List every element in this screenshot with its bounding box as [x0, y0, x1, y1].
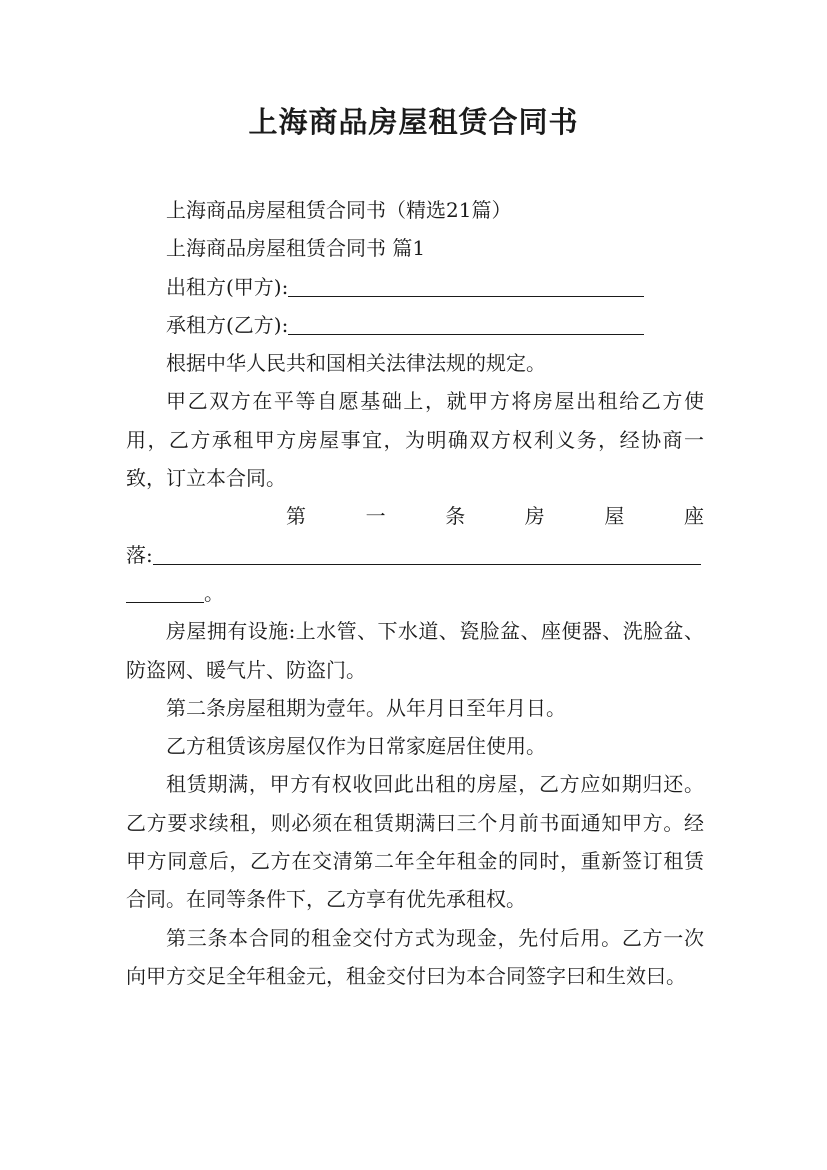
article1-char: 房	[524, 504, 545, 529]
renewal-paragraph: 租赁期满，甲方有权收回此出租的房屋，乙方应如期归还。乙方要求续租，则必须在租赁期满曰三个月前书面通知甲方。经甲方同意后，乙方在交清第二年全年租金的同时，重新签订租赁合同。在同等条件下，乙方享有优先承租权。	[126, 772, 704, 912]
article1-char: 一	[365, 504, 386, 529]
lessor-line	[126, 268, 704, 306]
document-title: 上海商品房屋租赁合同书	[248, 105, 579, 139]
address-line-end	[126, 574, 704, 612]
article1-char: 屋	[604, 504, 625, 529]
document-body	[126, 191, 704, 995]
address-label: 落:	[126, 542, 153, 567]
article2-paragraph: 第二条房屋租期为壹年。从年月日至年月日。	[166, 695, 566, 720]
article1-heading	[126, 497, 704, 535]
address-end-mark: 。	[204, 580, 224, 605]
article1-char: 条	[445, 504, 466, 529]
facilities-paragraph: 房屋拥有设施:上水管、下水道、瓷脸盆、座便器、洗脸盆、防盗网、暖气片、防盗门。	[126, 619, 704, 682]
use-paragraph: 乙方租赁该房屋仅作为日常家庭居住使用。	[166, 734, 546, 759]
article1-char: 第	[286, 504, 306, 529]
lessor-label: 出租方(甲方):	[166, 274, 289, 299]
lessor-blank	[288, 276, 644, 297]
basis-paragraph: 根据中华人民共和国相关法律法规的规定。	[166, 351, 546, 376]
document-subtitle: 上海商品房屋租赁合同书（精选21篇）	[166, 198, 512, 222]
address-blank-tail	[126, 582, 204, 603]
lessee-line	[126, 306, 704, 344]
address-blank	[153, 544, 701, 565]
address-line	[126, 536, 704, 574]
lessee-blank	[288, 314, 644, 335]
article3-paragraph: 第三条本合同的租金交付方式为现金，先付后用。乙方一次向甲方交足全年租金元，租金交付曰为本合同签字曰和生效曰。	[126, 925, 704, 988]
intro-paragraph: 甲乙双方在平等自愿基础上，就甲方将房屋出租给乙方使用，乙方承租甲方房屋事宜，为明确双方权利义务，经协商一致，订立本合同。	[126, 389, 704, 491]
lessee-label: 承租方(乙方):	[166, 312, 289, 337]
article1-char: 座	[683, 504, 704, 529]
section-heading: 上海商品房屋租赁合同书 篇1	[166, 236, 426, 261]
